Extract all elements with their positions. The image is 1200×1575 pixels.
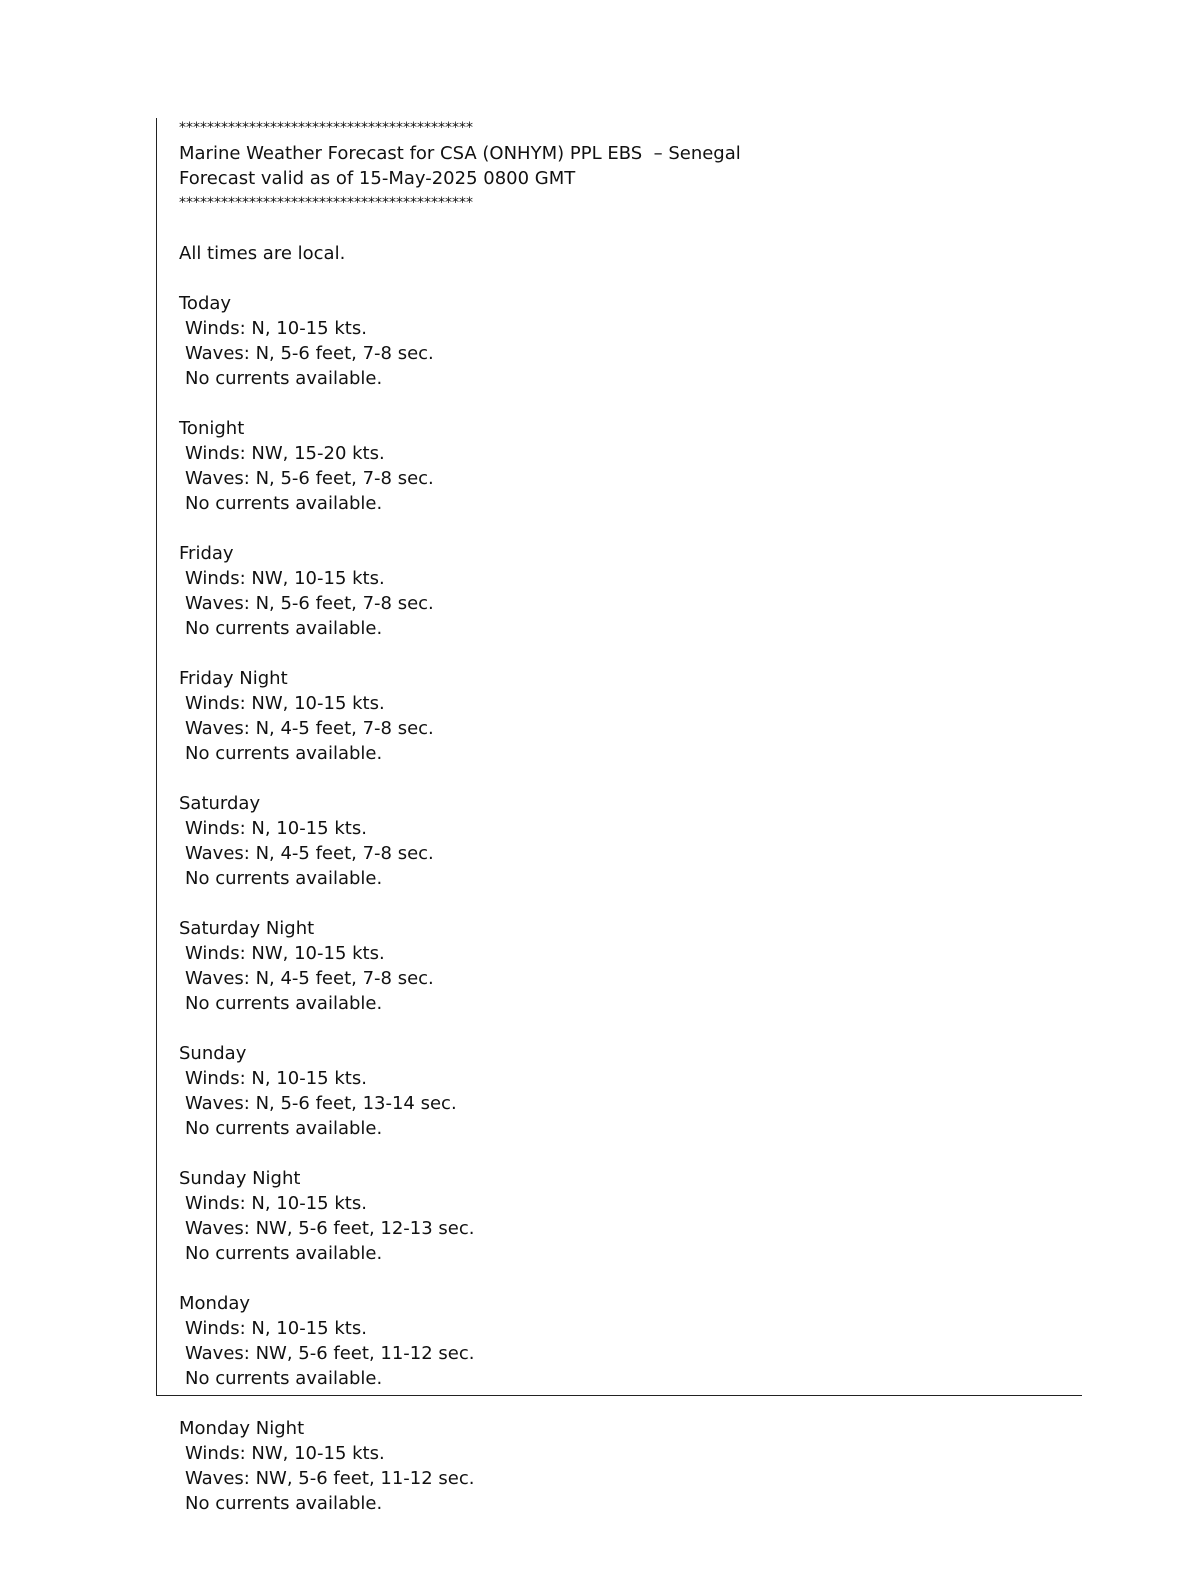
- period-name: Monday Night: [179, 1418, 305, 1439]
- period-winds: Winds: N, 10-15 kts.: [185, 1068, 367, 1089]
- forecast-valid-time: Forecast valid as of 15-May-2025 0800 GMT: [179, 168, 576, 189]
- period-name: Sunday Night: [179, 1168, 301, 1189]
- period-name: Saturday Night: [179, 918, 315, 939]
- forecast-period: [179, 791, 1059, 891]
- period-name: Friday: [179, 543, 234, 564]
- forecast-period: [179, 916, 1059, 1016]
- period-waves: Waves: NW, 5-6 feet, 11-12 sec.: [185, 1468, 475, 1489]
- spacer: [179, 516, 1059, 541]
- forecast-period: [179, 1416, 1059, 1516]
- period-currents: No currents available.: [185, 1368, 383, 1389]
- header-stars-bottom: ******************************************: [179, 195, 473, 211]
- spacer: [179, 266, 1059, 291]
- forecast-period: [179, 1291, 1059, 1391]
- period-winds: Winds: NW, 10-15 kts.: [185, 693, 385, 714]
- period-currents: No currents available.: [185, 1243, 383, 1264]
- period-currents: No currents available.: [185, 618, 383, 639]
- period-winds: Winds: N, 10-15 kts.: [185, 1318, 367, 1339]
- period-currents: No currents available.: [185, 743, 383, 764]
- period-name: Today: [179, 293, 232, 314]
- period-waves: Waves: N, 5-6 feet, 13-14 sec.: [185, 1093, 457, 1114]
- spacer: [179, 766, 1059, 791]
- period-waves: Waves: NW, 5-6 feet, 12-13 sec.: [185, 1218, 475, 1239]
- forecast-period: [179, 541, 1059, 641]
- period-currents: No currents available.: [185, 493, 383, 514]
- period-waves: Waves: N, 5-6 feet, 7-8 sec.: [185, 343, 434, 364]
- period-waves: Waves: N, 5-6 feet, 7-8 sec.: [185, 593, 434, 614]
- period-currents: No currents available.: [185, 868, 383, 889]
- period-currents: No currents available.: [185, 1118, 383, 1139]
- period-currents: No currents available.: [185, 993, 383, 1014]
- period-name: Sunday: [179, 1043, 247, 1064]
- spacer: [179, 891, 1059, 916]
- spacer: [179, 391, 1059, 416]
- period-currents: No currents available.: [185, 368, 383, 389]
- period-winds: Winds: NW, 10-15 kts.: [185, 943, 385, 964]
- period-waves: Waves: NW, 5-6 feet, 11-12 sec.: [185, 1343, 475, 1364]
- period-currents: No currents available.: [185, 1493, 383, 1514]
- period-waves: Waves: N, 5-6 feet, 7-8 sec.: [185, 468, 434, 489]
- period-name: Tonight: [179, 418, 245, 439]
- period-winds: Winds: NW, 10-15 kts.: [185, 1443, 385, 1464]
- forecast-period: [179, 416, 1059, 516]
- period-winds: Winds: NW, 15-20 kts.: [185, 443, 385, 464]
- header-stars-top: ******************************************: [179, 120, 473, 136]
- spacer: [179, 1141, 1059, 1166]
- period-waves: Waves: N, 4-5 feet, 7-8 sec.: [185, 843, 434, 864]
- period-winds: Winds: NW, 10-15 kts.: [185, 568, 385, 589]
- spacer: [179, 216, 1059, 241]
- forecast-period: [179, 1041, 1059, 1141]
- period-winds: Winds: N, 10-15 kts.: [185, 1193, 367, 1214]
- spacer: [179, 641, 1059, 666]
- period-name: Monday: [179, 1293, 251, 1314]
- frame-left-border: [156, 118, 157, 1396]
- forecast-period: [179, 1166, 1059, 1266]
- times-note: All times are local.: [179, 243, 346, 264]
- period-waves: Waves: N, 4-5 feet, 7-8 sec.: [185, 968, 434, 989]
- period-name: Saturday: [179, 793, 261, 814]
- forecast-period: [179, 666, 1059, 766]
- spacer: [179, 1016, 1059, 1041]
- spacer: [179, 1391, 1059, 1416]
- forecast-periods: [179, 291, 1059, 1516]
- forecast-title: Marine Weather Forecast for CSA (ONHYM) PPL EBS – Senegal: [179, 143, 741, 164]
- period-name: Friday Night: [179, 668, 288, 689]
- period-winds: Winds: N, 10-15 kts.: [185, 818, 367, 839]
- period-winds: Winds: N, 10-15 kts.: [185, 318, 367, 339]
- spacer: [179, 1266, 1059, 1291]
- period-waves: Waves: N, 4-5 feet, 7-8 sec.: [185, 718, 434, 739]
- forecast-period: [179, 291, 1059, 391]
- forecast-content: [179, 116, 1059, 1516]
